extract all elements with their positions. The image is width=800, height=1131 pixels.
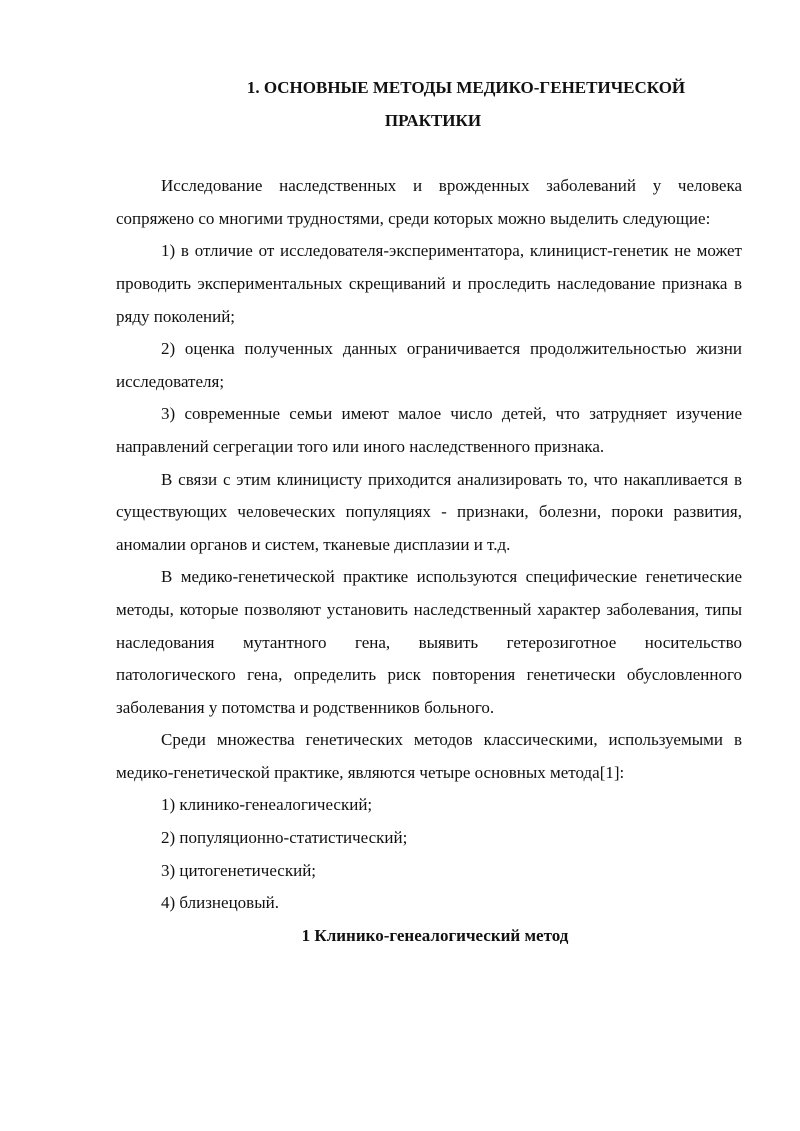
paragraph-difficulty-2: 2) оценка полученных данных ограничивается продолжительностью жизни исследователя; [116,339,742,391]
list-item-method-1: 1) клинико-генеалогический; [161,795,373,815]
document-page [116,72,742,952]
list-item-method-3: 3) цитогенетический; [161,860,317,880]
paragraph-difficulty-1: 1) в отличие от исследователя-экспериментатора, клиницист-генетик не может проводить экспериментальных скрещиваний и проследить наследование признака в ряду поколений; [116,241,742,326]
section-subheading: 1 Клинико-генеалогический метод [301,925,569,945]
title-line-2: ПРАКТИКИ [384,110,482,130]
paragraph-intro: Исследование наследственных и врожденных заболеваний у человека сопряжено со многими трудностями, среди которых можно выделить следующие: [116,176,742,228]
paragraph-methods-purpose: В медико-генетической практике используются специфические генетические методы, которые позволяют установить наследственный характер заболевания, типы наследования мутантного гена, выявить гетерозиготное носительство патологического гена, определить риск повторения генетически обусловленного заболевания у потомства и родственников больного. [116,567,742,717]
paragraph-methods-intro: Среди множества генетических методов классическими, используемыми в медико-генетической практике, являются четыре основных метода[1]: [116,730,742,782]
document-title [116,72,742,137]
list-item-method-4: 4) близнецовый. [161,893,279,913]
paragraph-analysis: В связи с этим клиницисту приходится анализировать то, что накапливается в существующих человеческих популяциях - признаки, болезни, пороки развития, аномалии органов и систем, тканевые дисплазии и т.д. [116,469,742,554]
title-spacer [116,137,742,170]
title-line-1: 1. ОСНОВНЫЕ МЕТОДЫ МЕДИКО-ГЕНЕТИЧЕСКОЙ [246,78,686,97]
paragraph-difficulty-3: 3) современные семьи имеют малое число детей, что затрудняет изучение направлений сегрегации того или иного наследственного признака. [116,404,742,456]
list-item-method-2: 2) популяционно-статистический; [161,828,408,848]
